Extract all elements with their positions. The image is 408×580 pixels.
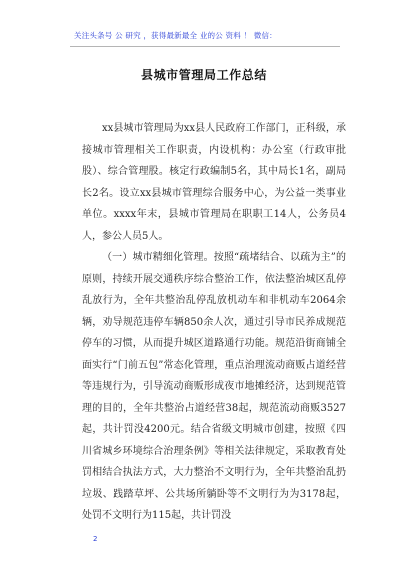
section-paragraph: （一）城市精细化管理。按照“疏堵结合、以疏为主”的原则，持续开展交通秩序综合整治工作，依法整治城区乱停乱放行为，全年共整治乱停乱放机动车和非机动车2064余辆，劝导规范违停车辆850余人次，通过引导市民养成规范停车的习惯，从而提升城区道路通行功能。规范沿街商铺全面实行“门前五包”常态化管理，重点治理流动商贩占道经营等违规行为，引导流动商贩形成夜市地摊经济，达到规范管理的目的，全年共整治占道经营38起，规范流动商贩3527起，共计罚没4200元。结合省级文明城市创建，按照《四川省城乡环境综合治理条例》等相关法律规定，采取教育处罚相结合执法方式，大力整治不文明行为，全年共整治乱扔垃圾、践踏草坪、公共场所躺卧等不文明行为为3178起，处罚不文明行为115起，共计罚没 [82, 252, 346, 521]
document-body [82, 118, 346, 527]
page-number: 2 [93, 535, 98, 543]
header-divider [70, 46, 340, 47]
document-title: 县城市管理局工作总结 [140, 68, 267, 82]
intro-paragraph: xx县城市管理局为xx县人民政府工作部门，正科级，承接城市管理相关工作职责，内设机构：办公室（行政审批股）、综合管理股。核定行政编制5名，其中局长1名，副局长2名。设立xx县城市管理综合服务中心，为公益一类事业单位。xxxx年末，县城市管理局在职职工14人，公务员4人，参公人员5人。 [82, 123, 346, 242]
header-banner[interactable]: 关注头条号 公 研究 ，获得最新最全 业的公 资料 ！ 微信： [74, 31, 277, 40]
